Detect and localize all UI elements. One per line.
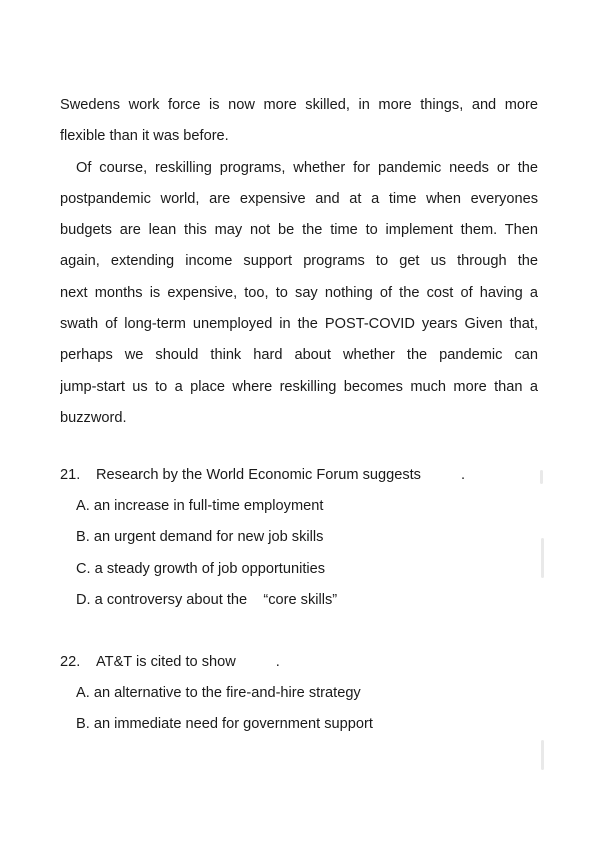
- passage-line: budgets are lean this may not be the time to implement them. Then: [60, 222, 538, 239]
- question-22: [60, 652, 280, 672]
- option-21-d[interactable]: D. a controversy about the “core skills”: [76, 592, 338, 608]
- passage-line: flexible than it was before.: [60, 128, 229, 145]
- passage-line: perhaps we should think hard about whether the pandemic can: [60, 347, 538, 364]
- option-22-b[interactable]: B. an immediate need for government support: [76, 716, 373, 732]
- passage-line: Swedens work force is now more skilled, in more things, and more: [60, 97, 538, 113]
- passage-line: jump-start us to a place where reskilling becomes much more than a: [60, 378, 538, 395]
- passage-line: Of course, reskilling programs, whether for pandemic needs or the: [76, 159, 538, 176]
- passage-line: postpandemic world, are expensive and at a time when everyones: [60, 190, 538, 207]
- passage: [60, 90, 538, 434]
- scan-artifact: [541, 740, 544, 770]
- question-stem: Research by the World Economic Forum suggests: [96, 467, 421, 483]
- option-21-c[interactable]: C. a steady growth of job opportunities: [76, 561, 326, 577]
- question-end: .: [275, 654, 280, 670]
- question-number: 22.: [60, 654, 81, 670]
- scan-artifact: [541, 538, 544, 578]
- option-22-a[interactable]: A. an alternative to the fire-and-hire strategy: [76, 685, 361, 701]
- passage-line: swath of long-term unemployed in the POST-COVID years Given that,: [60, 316, 538, 333]
- option-21-a[interactable]: A. an increase in full-time employment: [76, 498, 324, 514]
- question-21: [60, 465, 465, 485]
- question-end: .: [460, 467, 466, 483]
- passage-line: next months is expensive, too, to say nothing of the cost of having a: [60, 284, 538, 301]
- option-21-b[interactable]: B. an urgent demand for new job skills: [76, 529, 324, 545]
- passage-line: again, extending income support programs to get us through the: [60, 253, 538, 270]
- question-number: 21.: [60, 467, 81, 483]
- passage-line: buzzword.: [60, 409, 127, 426]
- scan-artifact: [540, 470, 543, 484]
- question-stem: AT&T is cited to show: [96, 654, 236, 670]
